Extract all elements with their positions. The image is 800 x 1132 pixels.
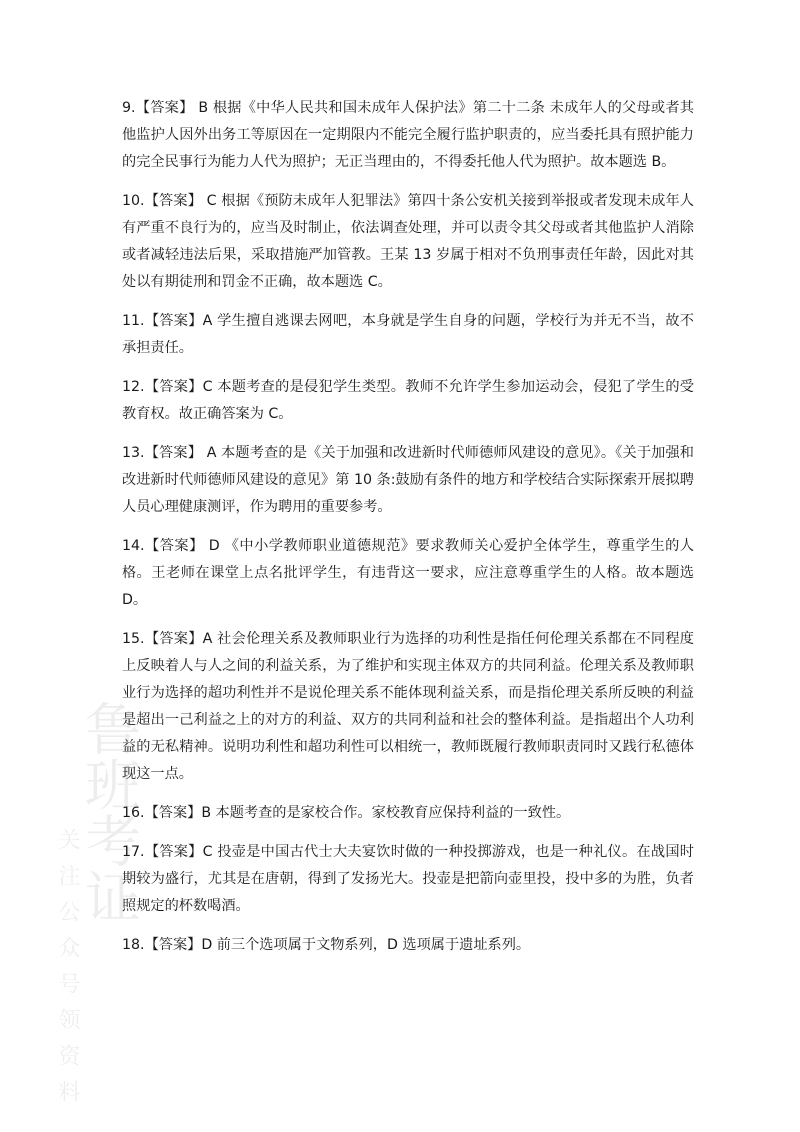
answer-item-14: 14.【答案】 D 《中小学教师职业道德规范》要求教师关心爱护全体学生，尊重学生的人格。王老师在课堂上点名批评学生，有违背这一要求，应注意尊重学生的人格。故本题选 D。 — [122, 538, 699, 608]
answer-item-18: 18.【答案】D 前三个选项属于文物系列，D 选项属于遗址系列。 — [122, 937, 531, 953]
answer-item-13: 13.【答案】 A 本题考查的是《关于加强和改进新时代师德师风建设的意见》。《关于加强和改进新时代师德师风建设的意见》第 10 条:鼓励有条件的地方和学校结合实际探索开展拟聘人员心理健康测评，作为聘用的重要参考。 — [122, 445, 694, 515]
answer-item-11: 11.【答案】A 学生擅自逃课去网吧，本身就是学生自身的问题，学校行为并无不当，故不承担责任。 — [122, 313, 694, 356]
answer-item-9: 9.【答案】 B 根据《中华人民共和国未成年人保护法》第二十二条 未成年人的父母或者其他监护人因外出务工等原因在一定期限内不能完全履行监护职责的，应当委托具有照护能力的完全民事行为能力人代为照护；无正当理由的，不得委托他人代为照护。故本题选 B。 — [122, 100, 694, 170]
answer-item-15: 15.【答案】A 社会伦理关系及教师职业行为选择的功利性是指任何伦理关系都在不同程度上反映着人与人之间的利益关系，为了维护和实现主体双方的共同利益。伦理关系及教师职业行为选择的超功利性并不是说伦理关系不能体现利益关系，而是指伦理关系所反映的利益是超出一己利益之上的对方的利益、双方的共同利益和社会的整体利益。是指超出个人功利益的无私精神。说明功利性和超功利性可以相统一，教师既履行教师职责同时又践行私德体现这一点。 — [122, 631, 694, 782]
answer-item-17: 17.【答案】C 投壶是中国古代士大夫宴饮时做的一种投掷游戏，也是一种礼仪。在战国时期较为盛行，尤其是在唐朝，得到了发扬光大。投壶是把箭向壶里投，投中多的为胜，负者照规定的杯数喝酒。 — [122, 844, 694, 914]
answer-item-12: 12.【答案】C 本题考查的是侵犯学生类型。教师不允许学生参加运动会，侵犯了学生的受教育权。故正确答案为 C。 — [122, 379, 694, 422]
answer-list — [122, 95, 699, 971]
watermark-small: 关注公众号领资料 — [55, 828, 80, 1116]
watermark-large: 鲁班考证 — [76, 700, 141, 924]
answer-item-16: 16.【答案】B 本题考查的是家校合作。家校教育应保持利益的一致性。 — [122, 805, 571, 821]
answer-item-10: 10.【答案】 C 根据《预防未成年人犯罪法》第四十条公安机关接到举报或者发现未成年人有严重不良行为的，应当及时制止，依法调查处理，并可以责令其父母或者其他监护人消除或者减轻违法后果，采取措施严加管教。王某 13 岁属于相对不负刑事责任年龄，因此对其处以有期徒刑和罚金不正确，故本题选 C。 — [122, 193, 694, 290]
